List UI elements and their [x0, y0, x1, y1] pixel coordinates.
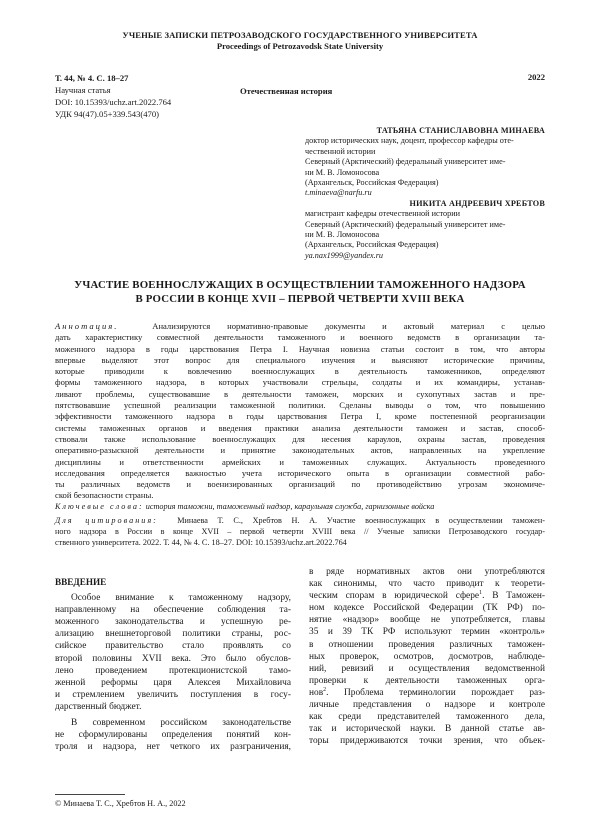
doi[interactable]: DOI: 10.15393/uchz.art.2022.764 [55, 97, 172, 107]
keywords-text: история таможни, таможенный надзор, караульная служба, гарнизонные войска [145, 502, 435, 511]
body-line: в отношении проведения различных таможен- [309, 639, 545, 650]
author-affil-line: доктор исторических наук, доцент, профессор кафедры оте- [305, 136, 514, 146]
section-heading: ВВЕДЕНИЕ [55, 577, 107, 587]
body-text: нов [309, 687, 324, 698]
author-2 [305, 199, 545, 261]
paragraph [55, 717, 291, 753]
body-line: моженного законодательства и успешную ре- [55, 617, 291, 628]
body-line [309, 590, 545, 602]
journal-name-ru: УЧЕНЫЕ ЗАПИСКИ ПЕТРОЗАВОДСКОГО ГОСУДАРСТВЕННОГО УНИВЕРСИТЕТА [122, 30, 478, 40]
author-affil-line: (Архангельск, Российская Федерация) [305, 178, 439, 188]
author-affil-line: ни М. В. Ломоносова [305, 230, 380, 240]
abstract-line: ты различных ведомств и военизированных организаций по противодействию угрозам экономиче- [55, 479, 545, 490]
body-text: . В Таможен- [482, 591, 545, 602]
keywords [55, 501, 545, 512]
title-line: В РОССИИ В КОНЦЕ XVII – ПЕРВОЙ ЧЕТВЕРТИ XVIII ВЕКА [135, 293, 465, 305]
abstract-line: дисциплины и ответственности армейских и таможенных служащих. Актуальность проведенного [55, 456, 545, 467]
author-affil-line: ни М. В. Ломоносова [305, 167, 380, 177]
keywords-label: Ключевые слова: [55, 502, 144, 511]
article-type: Научная статья [55, 85, 111, 95]
body-line [309, 687, 545, 699]
abstract-line: эффективности таможенного надзора в годы царствования Петра I, кроме постепенной реорганизации [55, 411, 545, 422]
author-affil-line: Северный (Арктический) федеральный университет име- [305, 219, 506, 229]
body-line: направленному на обеспечение соблюдения та- [55, 605, 291, 616]
author-affil-line: чественной истории [305, 146, 376, 156]
abstract-line: формы таможенного надзора, в которых участвовали стрельцы, солдаты и их командиры, устанав- [55, 377, 545, 388]
abstract-line: пятствовавшие успешной реализации таможенной политики. Сделаны выводы о том, что повышению [55, 400, 545, 411]
body-line: лено проведением протекционистской тамо- [55, 665, 291, 676]
footnote-ref[interactable]: 2 [323, 686, 327, 693]
citation-label: Для цитирования: [55, 516, 158, 525]
body-line: как среди представителей таможенного дела, [309, 712, 545, 723]
body-line: дарственный бюджет. [55, 701, 142, 712]
citation-line: ного надзора в России в конце XVII – первой четверти XVIII века // Ученые записки Петрозаводского государ- [55, 527, 545, 536]
footnote-ref[interactable]: 1 [479, 590, 483, 597]
body-line: второй половины XVII века. Это было обуслов- [55, 653, 291, 664]
abstract-first-text: Анализируются нормативно-правовые документы и актовый материал с целью [152, 321, 545, 331]
citation-first-text: Минаева Т. С., Хребтов Н. А. Участие военнослужащих в осуществлении таможен- [177, 516, 546, 525]
author-affil-line: Северный (Арктический) федеральный университет име- [305, 157, 506, 167]
body-text: ческим спорам в юридической сфере [309, 591, 480, 602]
body-line: ализацию внешнеторговой политики страны, рос- [55, 629, 291, 640]
copyright-divider [55, 794, 125, 795]
body-column-right [309, 566, 545, 747]
body-line: сийское правительство стало проявлять со [55, 641, 291, 652]
article-meta [55, 72, 171, 120]
abstract [55, 321, 545, 502]
abstract-label: Аннотация. [55, 321, 119, 331]
udk: УДК 94(47).05+339.543(470) [55, 109, 160, 119]
body-text: . Проблема терминологии порождает раз- [326, 687, 545, 698]
authors [305, 126, 545, 261]
abstract-line: исследования определяется важностью учета исторического опыта в организации совместной рабо- [55, 467, 545, 478]
citation-line[interactable]: ственного университета. 2022. Т. 44, № 4. С. 18–27. DOI: 10.15393/uchz.art.2022.764 [55, 538, 347, 547]
journal-name-en: Proceedings of Petrozavodsk State University [216, 41, 384, 51]
title-line: УЧАСТИЕ ВОЕННОСЛУЖАЩИХ В ОСУЩЕСТВЛЕНИИ ТАМОЖЕННОГО НАДЗОРА [74, 279, 526, 291]
body-line: В современном российском законодательстве [71, 718, 291, 729]
article-page [55, 0, 545, 820]
body-line: так и исторической науки. В данной статье ав- [309, 724, 545, 735]
body-line: женной реформы царя Алексея Михайловича [55, 677, 291, 688]
body-line: торы придерживаются точки зрения, что объек- [309, 736, 545, 747]
body-line: ном кодексе Российской Федерации (ТК РФ) по- [309, 603, 545, 614]
body-line: ных проверок, осмотров, досмотров, наблюде- [309, 651, 545, 662]
citation [55, 515, 545, 548]
body-line: проверки к деятельности таможенных орга- [309, 675, 545, 686]
paragraph [55, 592, 291, 713]
author-affil-line: магистрант кафедры отечественной истории [305, 209, 461, 219]
abstract-line: ливают проблемы, существовавшие в деятельности таможен, морских и сухопутных застав и пре- [55, 388, 545, 399]
body-line: не сформулированы определения понятий кон- [55, 730, 291, 741]
abstract-line: системы таможенных органов и введения практики анализа деятельности таможен и застав, способ- [55, 422, 545, 433]
body-line: нятие «надзор» вообще не употребляется, главы [309, 615, 545, 626]
abstract-line: дать характеристику совместной деятельности таможенного и военного ведомств в организации та- [55, 332, 545, 343]
body-column-left [55, 562, 291, 753]
abstract-line: которые приводили к вовлечению военнослужащих в деятельность таможенников, определяют [55, 366, 545, 377]
author-email[interactable]: ya.nax1999@yandex.ru [305, 250, 384, 260]
volume-pages: Т. 44, № 4. С. 18–27 [55, 73, 129, 83]
body-line: личные представления о надзоре и контроле [309, 700, 545, 711]
body-line: в ряде нормативных актов они употребляются [309, 567, 545, 577]
abstract-line [55, 321, 545, 332]
author-affil-line: (Архангельск, Российская Федерация) [305, 240, 439, 250]
body-line: как синонимы, что часто приводит к теорети- [309, 579, 545, 590]
author-email[interactable]: t.minaeva@narfu.ru [305, 188, 372, 198]
abstract-line: впервые выделяют этот вопрос для специального изучения и выясняют исторические причины, [55, 354, 545, 365]
author-name: НИКИТА АНДРЕЕВИЧ ХРЕБТОВ [409, 198, 545, 208]
body-line: и стремлением увеличить поступления в госу- [55, 689, 291, 700]
citation-line [55, 515, 545, 526]
journal-header [55, 30, 545, 52]
copyright: © Минаева Т. С., Хребтов Н. А., 2022 [55, 799, 186, 808]
article-title [55, 278, 545, 306]
author-1 [305, 126, 545, 199]
year: 2022 [527, 72, 545, 82]
body-line: троля и надзора, нет четкого их разграничения, [55, 742, 291, 753]
body-line: ний, ревизий и осуществления ведомственной [309, 663, 545, 674]
author-name: ТАТЬЯНА СТАНИСЛАВОВНА МИНАЕВА [376, 126, 545, 135]
body-line: Особое внимание к таможенному надзору, [71, 593, 291, 604]
abstract-line: моженного надзора в годы царствования Петра I. Научная новизна статьи состоит в том, что авторы [55, 343, 545, 354]
abstract-line: ской безопасности страны. [55, 490, 154, 501]
rubric: Отечественная история [240, 86, 333, 96]
abstract-line: ствовали также использование военнослужащих для несения караулов, охраны застав, проведения [55, 433, 545, 444]
body-line: 35 и 39 ТК РФ используют термин «контроль» [309, 627, 545, 638]
abstract-line: оперативно-разыскной деятельности и принятие законодательных актов, направленных на укрепление [55, 445, 545, 456]
